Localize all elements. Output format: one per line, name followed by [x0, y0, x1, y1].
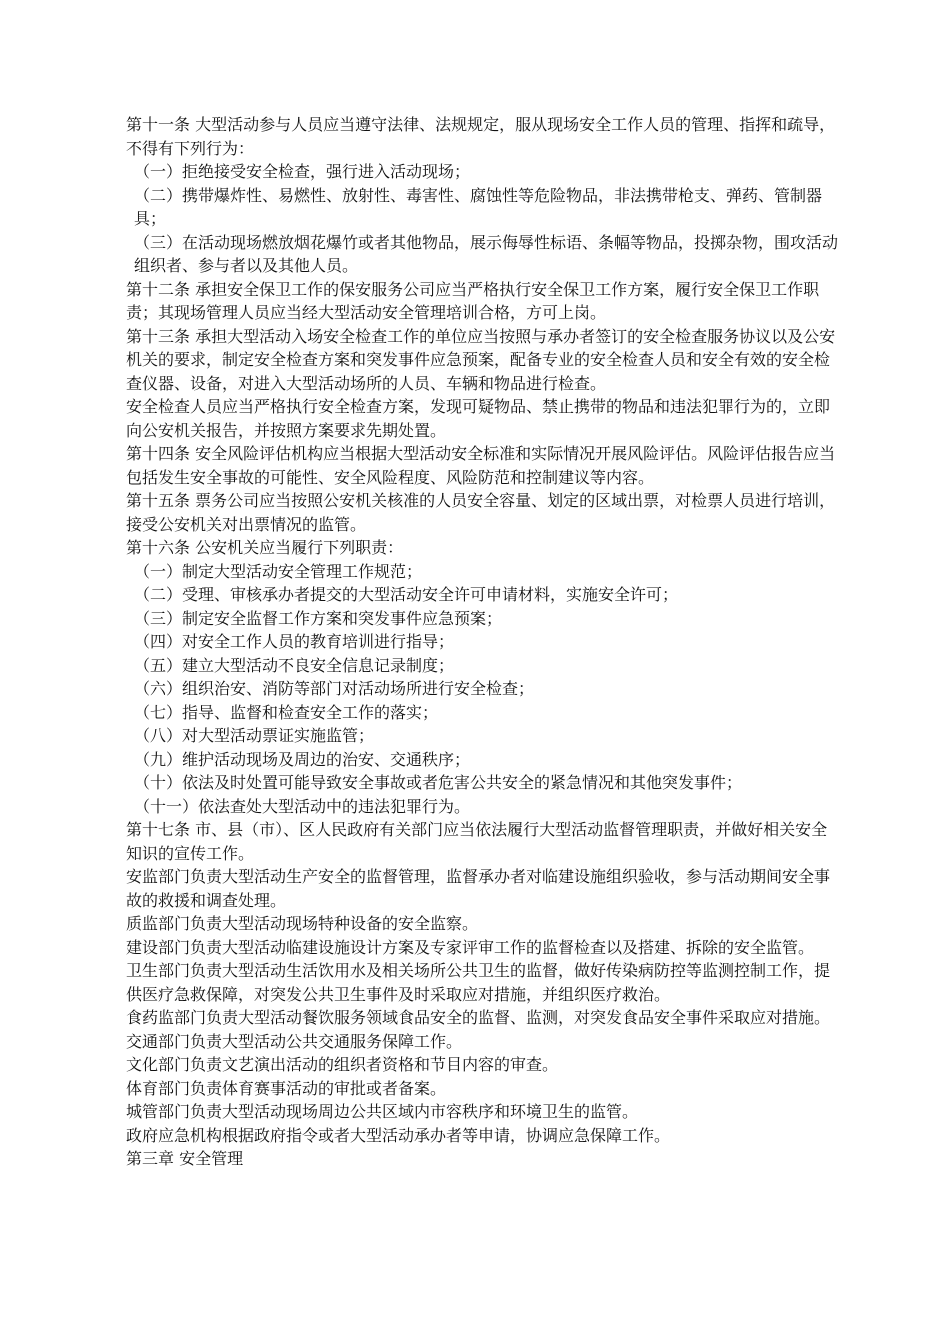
urban-management-paragraph: 城管部门负责大型活动现场周边公共区域内市容秩序和环境卫生的监管。 [126, 1102, 639, 1121]
article-16-item-4: （四）对安全工作人员的教育培训进行指导； [134, 632, 455, 651]
article-13-paragraph: 第十三条 承担大型活动入场安全检查工作的单位应当按照与承办者签订的安全检查服务协议以及公安机关的要求，制定安全检查方案和突发事件应急预案，配备专业的安全检查人员和安全有效的安全检查仪器、设备，对进入大型活动场所的人员、车辆和物品进行检查。 [126, 326, 836, 393]
article-16-item-3: （三）制定安全监督工作方案和突发事件应急预案； [134, 608, 503, 628]
chapter-3-heading: 第三章 安全管理 [126, 1149, 244, 1168]
article-16-item-10: （十）依法及时处置可能导致安全事故或者危害公共安全的紧急情况和其他突发事件； [134, 773, 743, 792]
article-14-paragraph: 第十四条 安全风险评估机构应当根据大型活动安全标准和实际情况开展风险评估。风险评估报告应当包括发生安全事故的可能性、安全风险程度、风险防范和控制建议等内容。 [126, 444, 836, 487]
construction-dept-paragraph: 建设部门负责大型活动临建设施设计方案及专家评审工作的监督检查以及搭建、拆除的安全监管。 [126, 937, 815, 957]
health-dept-paragraph: 卫生部门负责大型活动生活饮用水及相关场所公共卫生的监督，做好传染病防控等监测控制工作，提供医疗急救保障，对突发公共卫生事件及时采取应对措施，并组织医疗救治。 [126, 961, 831, 1004]
document-body [126, 113, 838, 1171]
article-12-paragraph: 第十二条 承担安全保卫工作的保安服务公司应当严格执行安全保卫工作方案，履行安全保卫工作职责；其现场管理人员应当经大型活动安全管理培训合格，方可上岗。 [126, 279, 820, 322]
article-16-item-5: （五）建立大型活动不良安全信息记录制度； [134, 655, 455, 675]
article-13-paragraph-2: 安全检查人员应当严格执行安全检查方案，发现可疑物品、禁止携带的物品和违法犯罪行为的，立即向公安机关报告，并按照方案要求先期处置。 [126, 397, 831, 440]
article-11-item-3: （三）在活动现场燃放烟花爆竹或者其他物品，展示侮辱性标语、条幅等物品，投掷杂物，围攻活动组织者、参与者以及其他人员。 [134, 232, 839, 275]
article-11-item-1: （一）拒绝接受安全检查，强行进入活动现场； [134, 162, 471, 181]
article-15-paragraph: 第十五条 票务公司应当按照公安机关核准的人员安全容量、划定的区域出票，对检票人员进行培训，接受公安机关对出票情况的监管。 [126, 491, 836, 534]
culture-dept-paragraph: 文化部门负责文艺演出活动的组织者资格和节目内容的审查。 [126, 1055, 559, 1074]
article-16-item-8: （八）对大型活动票证实施监管； [134, 726, 375, 745]
article-16-item-1: （一）制定大型活动安全管理工作规范； [134, 561, 423, 581]
quality-dept-paragraph: 质监部门负责大型活动现场特种设备的安全监察。 [126, 914, 479, 933]
article-16-item-11: （十一）依法查处大型活动中的违法犯罪行为。 [134, 796, 471, 816]
sports-dept-paragraph: 体育部门负责体育赛事活动的审批或者备案。 [126, 1078, 447, 1098]
article-16-item-9: （九）维护活动现场及周边的治安、交通秩序； [134, 749, 471, 769]
transport-dept-paragraph: 交通部门负责大型活动公共交通服务保障工作。 [126, 1031, 463, 1051]
article-16-item-7: （七）指导、监督和检查安全工作的落实； [134, 702, 439, 722]
article-11-item-2: （二）携带爆炸性、易燃性、放射性、毒害性、腐蚀性等危险物品，非法携带枪支、弹药、管制器具； [134, 185, 823, 228]
article-16-item-6: （六）组织治安、消防等部门对活动场所进行安全检查； [134, 679, 535, 698]
article-16-item-2: （二）受理、审核承办者提交的大型活动安全许可申请材料，实施安全许可； [134, 585, 679, 604]
food-drug-dept-paragraph: 食药监部门负责大型活动餐饮服务领域食品安全的监督、监测，对突发食品安全事件采取应对措施。 [126, 1008, 831, 1027]
article-11-paragraph: 第十一条 大型活动参与人员应当遵守法律、法规规定，服从现场安全工作人员的管理、指挥和疏导，不得有下列行为： [126, 115, 836, 158]
article-16-paragraph: 第十六条 公安机关应当履行下列职责： [126, 538, 404, 557]
article-17-paragraph: 第十七条 市、县（市）、区人民政府有关部门应当依法履行大型活动监督管理职责，并做好相关安全知识的宣传工作。 [126, 820, 828, 863]
emergency-agency-paragraph: 政府应急机构根据政府指令或者大型活动承办者等申请，协调应急保障工作。 [126, 1125, 671, 1145]
work-safety-dept-paragraph: 安监部门负责大型活动生产安全的监督管理，监督承办者对临建设施组织验收，参与活动期间安全事故的救援和调查处理。 [126, 867, 831, 910]
